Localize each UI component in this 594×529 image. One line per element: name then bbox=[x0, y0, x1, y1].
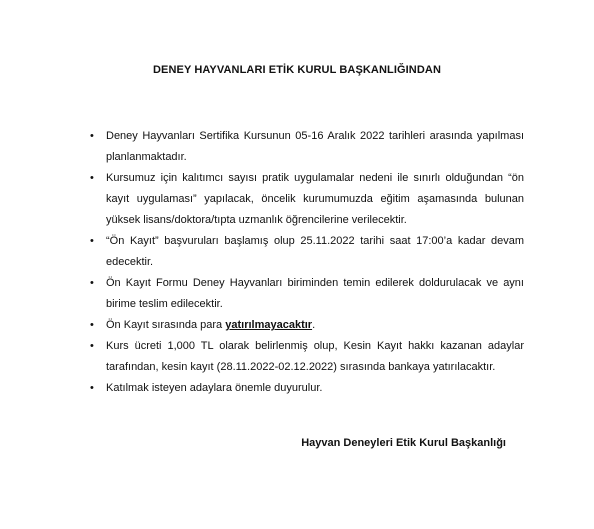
document-heading: DENEY HAYVANLARI ETİK KURUL BAŞKANLIĞINDAN bbox=[153, 64, 441, 76]
bullet-icon: • bbox=[90, 319, 94, 331]
bullet-icon: • bbox=[90, 340, 94, 352]
bullet-icon: • bbox=[90, 382, 94, 394]
list-item-text: “Ön Kayıt” başvuruları başlamış olup 25.11.2022 tarihi saat 17:00’a kadar devam edecektir. bbox=[106, 235, 524, 268]
list-item-text-prefix: Ön Kayıt sırasında para bbox=[106, 319, 226, 331]
list-item bbox=[90, 168, 524, 231]
list-item-text: Kurs ücreti 1,000 TL olarak belirlenmiş olup, Kesin Kayıt hakkı kazanan adaylar tarafından, kesin kayıt (28.11.2022-02.12.2022) sırasında bankaya yatırılacaktır. bbox=[106, 340, 524, 373]
list-item bbox=[90, 315, 524, 336]
list-item-text-suffix: . bbox=[312, 319, 316, 331]
list-item bbox=[90, 231, 524, 273]
bullet-icon: • bbox=[90, 235, 94, 247]
list-item bbox=[90, 126, 524, 168]
list-item-text: Kursumuz için kalıtımcı sayısı pratik uygulamalar nedeni ile sınırlı olduğundan “ön kayıt uygulaması” yapılacak, öncelik kurumumuzda eğitim aşamasında bulunan yüksek lisans/doktora/tıpta uzmanlık öğrencilerine verilecektir. bbox=[106, 172, 524, 226]
announcement-list bbox=[90, 126, 524, 399]
list-item-text: Ön Kayıt Formu Deney Hayvanları biriminden temin edilerek doldurulacak ve aynı birime teslim edilecektir. bbox=[106, 277, 524, 310]
list-item-text: Deney Hayvanları Sertifika Kursunun 05-16 Aralık 2022 tarihleri arasında yapılması planlanmaktadır. bbox=[106, 130, 524, 163]
list-item-text: Katılmak isteyen adaylara önemle duyurulur. bbox=[106, 382, 323, 394]
signature-line: Hayvan Deneyleri Etik Kurul Başkanlığı bbox=[301, 437, 506, 449]
emphasis-text: yatırılmayacaktır bbox=[225, 319, 313, 331]
bullet-icon: • bbox=[90, 172, 94, 184]
bullet-icon: • bbox=[90, 277, 94, 289]
bullet-icon: • bbox=[90, 130, 94, 142]
list-item bbox=[90, 336, 524, 378]
list-item bbox=[90, 378, 524, 399]
list-item-text bbox=[106, 315, 524, 336]
list-item bbox=[90, 273, 524, 315]
